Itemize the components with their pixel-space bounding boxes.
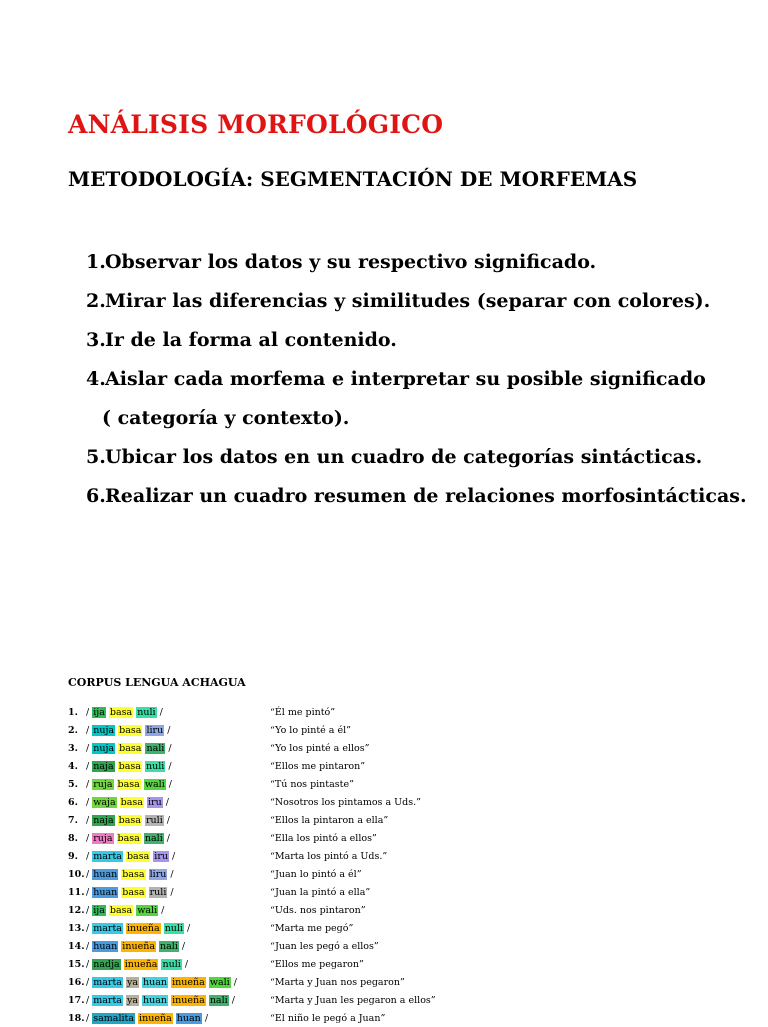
row-number: 1. <box>68 706 78 718</box>
morpheme-segmentation: / huan basa liru / <box>86 868 174 880</box>
morpheme: basa <box>109 904 133 916</box>
morpheme: basa <box>122 868 145 880</box>
morpheme: nuja <box>93 724 115 736</box>
morpheme: nadja <box>93 958 120 970</box>
row-number: 2. <box>68 724 78 736</box>
corpus-row <box>68 811 728 829</box>
morpheme: huan <box>93 886 118 898</box>
morpheme: huan <box>93 868 118 880</box>
corpus-row <box>68 901 728 919</box>
row-number: 6. <box>68 796 78 808</box>
morpheme-segmentation: / naja basa ruli / <box>86 814 170 826</box>
morpheme: naja <box>93 814 114 826</box>
morpheme: ruja <box>93 778 113 790</box>
corpus-row <box>68 703 728 721</box>
row-number: 5. <box>68 778 78 790</box>
gloss: “Yo lo pinté a él” <box>270 724 351 736</box>
morpheme-segmentation: / nuja basa liru / <box>86 724 171 736</box>
morpheme: nuli <box>164 922 184 934</box>
morpheme: inueña <box>122 940 155 952</box>
morpheme: basa <box>120 796 143 808</box>
morpheme: nali <box>144 832 163 844</box>
corpus-row <box>68 973 728 991</box>
gloss: “Juan les pegó a ellos” <box>270 940 379 952</box>
morpheme: wali <box>209 976 230 988</box>
morpheme: marta <box>93 994 122 1006</box>
step-item: 5.Ubicar los datos en un cuadro de categorías sintácticas. <box>86 446 703 468</box>
row-number: 13. <box>68 922 85 934</box>
methodology-steps <box>86 243 756 516</box>
row-number: 17. <box>68 994 85 1006</box>
page-subtitle: METODOLOGÍA: SEGMENTACIÓN DE MORFEMAS <box>68 167 638 191</box>
corpus-row <box>68 1009 728 1027</box>
corpus-title: CORPUS LENGUA ACHAGUA <box>68 676 246 689</box>
morpheme-segmentation: / samalita inueña huan / <box>86 1012 209 1024</box>
morpheme-segmentation: / marta inueña nuli / <box>86 922 191 934</box>
morpheme: liru <box>149 868 167 880</box>
row-number: 16. <box>68 976 85 988</box>
morpheme: inueña <box>124 958 158 970</box>
gloss: “Ellos la pintaron a ella” <box>270 814 389 826</box>
morpheme: nuli <box>162 958 181 970</box>
morpheme: marta <box>93 976 122 988</box>
morpheme: basa <box>126 850 150 862</box>
row-number: 3. <box>68 742 78 754</box>
corpus-row <box>68 883 728 901</box>
corpus-row <box>68 793 728 811</box>
morpheme: inueña <box>172 976 205 988</box>
morpheme-segmentation: / huan basa ruli / <box>86 886 174 898</box>
morpheme-segmentation: / huan inueña nali / <box>86 940 186 952</box>
row-number: 4. <box>68 760 78 772</box>
morpheme: huan <box>176 1012 201 1024</box>
row-number: 11. <box>68 886 85 898</box>
morpheme: nuja <box>93 742 115 754</box>
morpheme: nuli <box>146 760 165 772</box>
morpheme: basa <box>118 814 141 826</box>
corpus-list <box>68 703 728 1027</box>
step-item: 4.Aislar cada morfema e interpretar su posible significado ( categoría y contexto). <box>86 360 756 438</box>
gloss: “Yo los pinté a ellos” <box>270 742 370 754</box>
morpheme: ruli <box>149 886 167 898</box>
morpheme: basa <box>118 760 141 772</box>
morpheme: ruli <box>146 814 163 826</box>
morpheme: inueña <box>172 994 205 1006</box>
morpheme: inueña <box>126 922 160 934</box>
morpheme-segmentation: / marta basa iru / <box>86 850 176 862</box>
gloss: “Ellos me pegaron” <box>270 958 364 970</box>
row-number: 8. <box>68 832 78 844</box>
morpheme-segmentation: / ija basa nuli / <box>86 706 163 718</box>
morpheme-segmentation: / waja basa iru / <box>86 796 169 808</box>
morpheme: basa <box>109 706 133 718</box>
corpus-row <box>68 937 728 955</box>
morpheme: ya <box>126 994 138 1006</box>
morpheme: basa <box>119 724 142 736</box>
morpheme-segmentation: / marta ya huan inueña nali / <box>86 994 235 1006</box>
gloss: “Marta y Juan nos pegaron” <box>270 976 405 988</box>
gloss: “Marta y Juan les pegaron a ellos” <box>270 994 436 1006</box>
morpheme: liru <box>146 724 164 736</box>
morpheme: inueña <box>139 1012 172 1024</box>
morpheme: huan <box>93 940 118 952</box>
morpheme: basa <box>122 886 145 898</box>
gloss: “Juan lo pintó a él” <box>270 868 362 880</box>
morpheme: basa <box>117 778 140 790</box>
morpheme-segmentation: / ija basa wali / <box>86 904 165 916</box>
morpheme: marta <box>93 922 122 934</box>
morpheme: ija <box>93 904 105 916</box>
morpheme-segmentation: / marta ya huan inueña wali / <box>86 976 237 988</box>
morpheme-segmentation: / ruja basa wali / <box>86 778 172 790</box>
morpheme: nali <box>160 940 178 952</box>
corpus-row <box>68 955 728 973</box>
morpheme: waja <box>93 796 116 808</box>
step-continuation: ( categoría y contexto). <box>102 407 350 429</box>
morpheme-segmentation: / nadja inueña nuli / <box>86 958 189 970</box>
gloss: “Uds. nos pintaron” <box>270 904 366 916</box>
row-number: 9. <box>68 850 78 862</box>
morpheme: wali <box>137 904 158 916</box>
gloss: “Él me pintó” <box>270 706 336 718</box>
corpus-row <box>68 739 728 757</box>
morpheme: nuli <box>137 706 156 718</box>
morpheme: ya <box>126 976 138 988</box>
corpus-row <box>68 919 728 937</box>
morpheme: huan <box>143 976 168 988</box>
morpheme: naja <box>93 760 114 772</box>
morpheme: ruja <box>93 832 113 844</box>
row-number: 14. <box>68 940 85 952</box>
step-item: 1.Observar los datos y su respectivo significado. <box>86 251 597 273</box>
gloss: “Ellos me pintaron” <box>270 760 366 772</box>
morpheme: ija <box>93 706 105 718</box>
gloss: “Juan la pintó a ella” <box>270 886 371 898</box>
morpheme: nali <box>209 994 228 1006</box>
morpheme-segmentation: / naja basa nuli / <box>86 760 172 772</box>
page-title: ANÁLISIS MORFOLÓGICO <box>68 110 444 139</box>
morpheme: wali <box>144 778 165 790</box>
gloss: “Marta los pintó a Uds.” <box>270 850 388 862</box>
step-item: 3.Ir de la forma al contenido. <box>86 329 397 351</box>
gloss: “Tú nos pintaste” <box>270 778 354 790</box>
morpheme: iru <box>148 796 162 808</box>
morpheme: marta <box>93 850 122 862</box>
morpheme: iru <box>154 850 168 862</box>
corpus-row <box>68 847 728 865</box>
morpheme: samalita <box>93 1012 135 1024</box>
row-number: 12. <box>68 904 85 916</box>
corpus-row <box>68 865 728 883</box>
morpheme: huan <box>143 994 168 1006</box>
row-number: 15. <box>68 958 85 970</box>
morpheme: basa <box>119 742 142 754</box>
corpus-row <box>68 829 728 847</box>
step-item: 2.Mirar las diferencias y similitudes (separar con colores). <box>86 290 711 312</box>
row-number: 7. <box>68 814 78 826</box>
corpus-row <box>68 757 728 775</box>
row-number: 18. <box>68 1012 85 1024</box>
morpheme-segmentation: / ruja basa nali / <box>86 832 170 844</box>
corpus-row <box>68 991 728 1009</box>
row-number: 10. <box>68 868 85 880</box>
morpheme-segmentation: / nuja basa nali / <box>86 742 172 754</box>
morpheme: basa <box>117 832 140 844</box>
corpus-row <box>68 775 728 793</box>
gloss: “Ella los pintó a ellos” <box>270 832 377 844</box>
gloss: “Marta me pegó” <box>270 922 354 934</box>
gloss: “El niño le pegó a Juan” <box>270 1012 386 1024</box>
step-item: 6.Realizar un cuadro resumen de relaciones morfosintácticas. <box>86 485 747 507</box>
morpheme: nali <box>146 742 165 754</box>
gloss: “Nosotros los pintamos a Uds.” <box>270 796 421 808</box>
corpus-row <box>68 721 728 739</box>
